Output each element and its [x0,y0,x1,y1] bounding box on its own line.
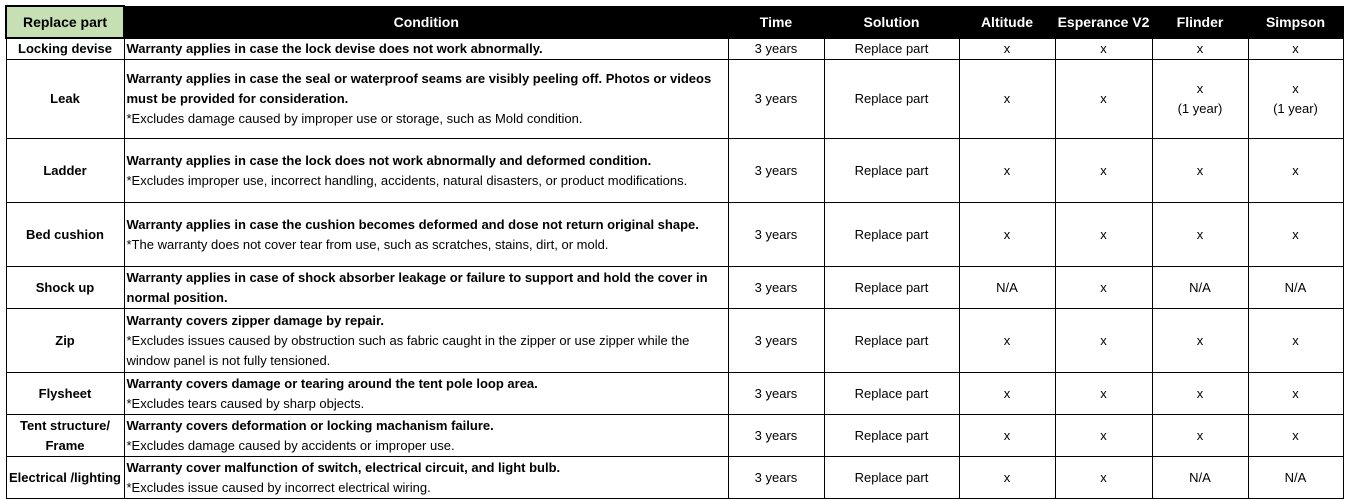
part-cell: Tent structure/ Frame [6,415,124,457]
mark-value: x [1100,40,1107,56]
condition-cell [124,309,728,373]
part-cell: Shock up [6,267,124,309]
mark-value: x [1292,332,1299,348]
table-row [6,38,1343,60]
simpson-cell [1248,457,1343,499]
mark-value: x [1003,162,1011,178]
mark-value: x [1196,81,1204,96]
simpson-cell [1248,60,1343,139]
mark-sub: (1 year) [1177,101,1223,116]
simpson-cell [1248,309,1343,373]
condition-note: *Excludes tears caused by sharp objects. [126,395,365,411]
flinder-cell [1152,38,1248,60]
mark-value: x [1292,226,1299,242]
solution-cell: Replace part [824,267,959,309]
mark-value: x [1100,385,1107,401]
part-cell: Ladder [6,139,124,203]
condition-cell [124,203,728,267]
header-model-simpson: Simpson [1248,6,1343,38]
esperance-v2-cell [1055,373,1152,415]
mark-value: x [1100,226,1107,242]
esperance-v2-cell [1055,60,1152,139]
condition-note: *The warranty does not cover tear from use, such as scratches, stains, dirt, or mold. [126,236,609,252]
flinder-cell [1152,203,1248,267]
simpson-cell [1248,139,1343,203]
header-time: Time [728,6,824,38]
time-cell: 3 years [728,60,824,139]
mark-value: N/A [996,279,1018,295]
time-cell: 3 years [728,139,824,203]
part-cell: Zip [6,309,124,373]
solution-cell: Replace part [824,415,959,457]
condition-text: Warranty applies in case of shock absorber leakage or failure to support and hold the cover in normal position. [126,269,708,305]
esperance-v2-cell [1055,457,1152,499]
mark-value: x [1100,162,1107,178]
flinder-cell [1152,309,1248,373]
time-cell: 3 years [728,267,824,309]
time-cell: 3 years [728,203,824,267]
mark-value: x [1003,469,1011,485]
mark-value: x [1196,226,1204,242]
time-cell: 3 years [728,415,824,457]
mark-value: N/A [1189,469,1211,485]
condition-note: *Excludes improper use, incorrect handling, accidents, natural disasters, or product modifications. [126,172,688,188]
mark-value: x [1003,226,1011,242]
condition-text: Warranty covers deformation or locking machanism failure. [126,417,494,433]
mark-value: x [1100,279,1107,295]
mark-value: x [1100,91,1107,106]
part-cell: Leak [6,60,124,139]
table-row [6,415,1343,457]
condition-text: Warranty applies in case the seal or waterproof seams are visibly peeling off. Photos or videos must be provided for consideration. [126,71,712,106]
condition-text: Warranty applies in case the cushion becomes deformed and dose not return original shape. [126,216,699,232]
table-row [6,309,1343,373]
solution-cell: Replace part [824,373,959,415]
mark-value: x [1196,385,1204,401]
solution-cell: Replace part [824,139,959,203]
mark-value: x [1196,40,1204,56]
simpson-cell [1248,38,1343,60]
mark-value: x [1100,332,1107,348]
altitude-cell [959,373,1055,415]
mark-value: x [1196,427,1204,443]
esperance-v2-cell [1055,415,1152,457]
condition-cell [124,267,728,309]
mark-sub: (1 year) [1273,101,1318,116]
condition-note: *Excludes damage caused by improper use or storage, such as Mold condition. [126,111,583,126]
header-row [6,6,1343,38]
table-row [6,373,1343,415]
mark-value: x [1003,332,1011,348]
esperance-v2-cell [1055,267,1152,309]
time-cell: 3 years [728,38,824,60]
table-row [6,60,1343,139]
mark-value: N/A [1189,279,1211,295]
mark-value: x [1292,427,1299,443]
header-model-flinder: Flinder [1152,6,1248,38]
mark-value: x [1003,385,1011,401]
flinder-cell [1152,60,1248,139]
altitude-cell [959,457,1055,499]
mark-value: N/A [1284,469,1307,485]
condition-note: *Excludes issues caused by obstruction such as fabric caught in the zipper or use zipper while the window panel is not fully tensioned. [126,332,690,368]
flinder-cell [1152,457,1248,499]
altitude-cell [959,309,1055,373]
altitude-cell [959,415,1055,457]
flinder-cell [1152,267,1248,309]
condition-text: Warranty applies in case the lock devise does not work abnormally. [126,40,543,56]
condition-cell [124,60,728,139]
flinder-cell [1152,373,1248,415]
solution-cell: Replace part [824,60,959,139]
altitude-cell [959,267,1055,309]
part-cell: Flysheet [6,373,124,415]
table-row [6,139,1343,203]
time-cell: 3 years [728,373,824,415]
warranty-table [5,5,1344,499]
mark-value: x [1196,332,1204,348]
esperance-v2-cell [1055,38,1152,60]
header-model-altitude: Altitude [959,6,1055,38]
mark-value: x [1003,91,1011,106]
mark-value: x [1100,427,1107,443]
altitude-cell [959,139,1055,203]
mark-value: x [1292,385,1299,401]
mark-value: x [1292,162,1299,178]
altitude-cell [959,38,1055,60]
header-model-esperance-v2: Esperance V2 [1055,6,1152,38]
header-replace-part: Replace part [6,6,124,38]
esperance-v2-cell [1055,203,1152,267]
mark-value: N/A [1284,279,1307,295]
table-row [6,267,1343,309]
mark-value: x [1196,162,1204,178]
simpson-cell [1248,373,1343,415]
part-cell: Electrical /lighting [6,457,124,499]
header-condition: Condition [124,6,728,38]
solution-cell: Replace part [824,457,959,499]
condition-text: Warranty applies in case the lock does not work abnormally and deformed condition. [126,152,652,168]
condition-cell [124,373,728,415]
esperance-v2-cell [1055,309,1152,373]
time-cell: 3 years [728,309,824,373]
flinder-cell [1152,139,1248,203]
simpson-cell [1248,415,1343,457]
table-row [6,203,1343,267]
condition-text: Warranty cover malfunction of switch, electrical circuit, and light bulb. [126,459,561,475]
flinder-cell [1152,415,1248,457]
simpson-cell [1248,267,1343,309]
part-cell: Locking devise [6,38,124,60]
condition-cell [124,457,728,499]
altitude-cell [959,203,1055,267]
solution-cell: Replace part [824,38,959,60]
mark-value: x [1003,40,1011,56]
condition-text: Warranty covers damage or tearing around the tent pole loop area. [126,375,538,391]
simpson-cell [1248,203,1343,267]
header-solution: Solution [824,6,959,38]
solution-cell: Replace part [824,203,959,267]
mark-value: x [1292,40,1299,56]
condition-cell [124,415,728,457]
esperance-v2-cell [1055,139,1152,203]
part-cell: Bed cushion [6,203,124,267]
mark-value: x [1003,427,1011,443]
condition-cell [124,38,728,60]
condition-cell [124,139,728,203]
table-row [6,457,1343,499]
condition-note: *Excludes damage caused by accidents or improper use. [126,437,455,453]
mark-value: x [1292,81,1299,96]
altitude-cell [959,60,1055,139]
condition-text: Warranty covers zipper damage by repair. [126,312,384,328]
time-cell: 3 years [728,457,824,499]
mark-value: x [1100,469,1107,485]
condition-note: *Excludes issue caused by incorrect electrical wiring. [126,479,431,495]
solution-cell: Replace part [824,309,959,373]
